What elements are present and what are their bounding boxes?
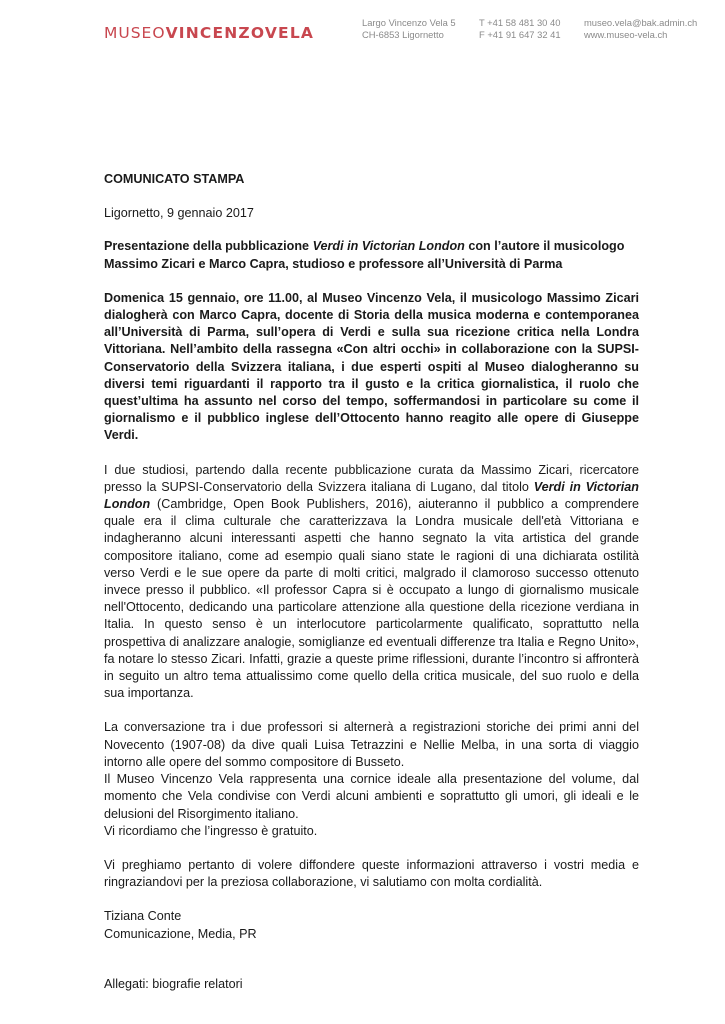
phone-number: T +41 58 481 30 40	[479, 17, 561, 28]
logo-word-museo: MUSEO	[104, 24, 166, 42]
document-heading: COMUNICATO STAMPA	[104, 172, 245, 186]
fax-number: F +41 91 647 32 41	[479, 29, 561, 40]
body-paragraph-2: La conversazione tra i due professori si alternerà a registrazioni storiche dei primi anni del Novecento (1907-08) da dive quali Luisa Tetrazzini e Nellie Melba, in una sorta di viaggio intorno alle opere del sommo compositore di Busseto.	[104, 720, 639, 769]
attachments-note: Allegati: biografie relatori	[104, 976, 243, 991]
letterhead	[0, 17, 725, 47]
address-block	[362, 17, 456, 41]
body1-book-title: Verdi in Victorian London	[104, 479, 639, 512]
subject-post: con l’autore il musicologo Massimo Zicari e Marco Capra, studioso e professore all’Università di Parma	[104, 239, 625, 271]
website-link[interactable]: www.museo-vela.ch	[584, 29, 668, 40]
body1-pre: I due studiosi, partendo dalla recente pubblicazione curata da Massimo Zicari, ricercatore presso la SUPSI-Conservatorio della Svizzera italiana di Lugano, dal titolo	[104, 462, 639, 494]
dateline: Ligornetto, 9 gennaio 2017	[104, 206, 254, 221]
contact-block	[584, 17, 697, 41]
lead-paragraph: Domenica 15 gennaio, ore 11.00, al Museo Vincenzo Vela, il musicologo Massimo Zicari dialogherà con Marco Capra, docente di Storia della musica moderna e contemporanea all’Università di Parma, sull’opera di Verdi e sulla sua ricezione critica nella Londra Vittoriana. Nell’ambito della rassegna «Con altri occhi» in collaborazione con la SUPSI-Conservatorio della Svizzera italiana, i due esperti ospiti al Museo dialogheranno su diversi temi riguardanti il rapporto tra il gusto e la critica giornalistica, il ruolo che quest’ultima ha assunto nel corso del tempo, soffermandosi in particolare su come il giornalismo e il pubblico inglese dell’Ottocento hanno reagito alle opere di Giuseppe Verdi.	[104, 290, 639, 443]
signature-name: Tiziana Conte	[104, 909, 182, 924]
body-paragraph-3: Il Museo Vincenzo Vela rappresenta una cornice ideale alla presentazione del volume, dal momento che Vela condivise con Verdi alcuni ambienti e soprattutto gli umori, gli ideali e le delusioni del Risorgimento italiano.	[104, 772, 639, 821]
body1-post: (Cambridge, Open Book Publishers, 2016), aiuteranno il pubblico a comprendere quale era il clima culturale che caratterizzava la Londra musicale dell'età Vittoriana e indagheranno alcuni interessanti aspetti che hanno segnato la vita artistica del grande compositore italiano, come ad esempio quali siano state le ragioni di una dichiarata ostilità verso Verdi e le sue opere da parte di molti critici, malgrado il clamoroso successo ottenuto invece presso il pubblico. «Il professor Capra si è occupato a lungo di giornalismo musicale nell'Ottocento, dedicando una particolare attenzione alla questione della ricezione verdiana in Italia. In questo senso è un interlocutore particolarmente qualificato, soprattutto nella prospettiva di analizzare analogie, somiglianze ed eventuali differenze tra Italia e Regno Unito», fa notare lo stesso Zicari. Infatti, grazie a queste prime riflessioni, durante l’incontro si affronterà in seguito un altro tema attualissimo come quello della critica musicale, del suo ruolo e della sua importanza.	[104, 497, 639, 701]
email-link[interactable]: museo.vela@bak.admin.ch	[584, 17, 698, 28]
phone-block	[479, 17, 561, 41]
address-line-1: Largo Vincenzo Vela 5	[362, 17, 456, 28]
subject-line	[104, 238, 639, 272]
subject-book-title: Verdi in Victorian London	[312, 239, 465, 254]
press-release-body	[104, 171, 639, 993]
address-line-2: CH-6853 Ligornetto	[362, 29, 444, 40]
closing-paragraph: Vi preghiamo pertanto di volere diffondere queste informazioni attraverso i vostri media e ringraziandovi per la preziosa collaborazione, vi salutiamo con molta cordialità.	[104, 857, 639, 890]
museum-logo	[104, 24, 314, 42]
body-paragraph-4: Vi ricordiamo che l’ingresso è gratuito.	[104, 823, 318, 838]
signature-role: Comunicazione, Media, PR	[104, 926, 257, 941]
logo-word-vela: VELA	[264, 24, 315, 42]
body-paragraph-1	[104, 462, 639, 703]
subject-pre: Presentazione della pubblicazione	[104, 239, 313, 254]
logo-word-vincenzo: VINCENZO	[165, 24, 265, 42]
